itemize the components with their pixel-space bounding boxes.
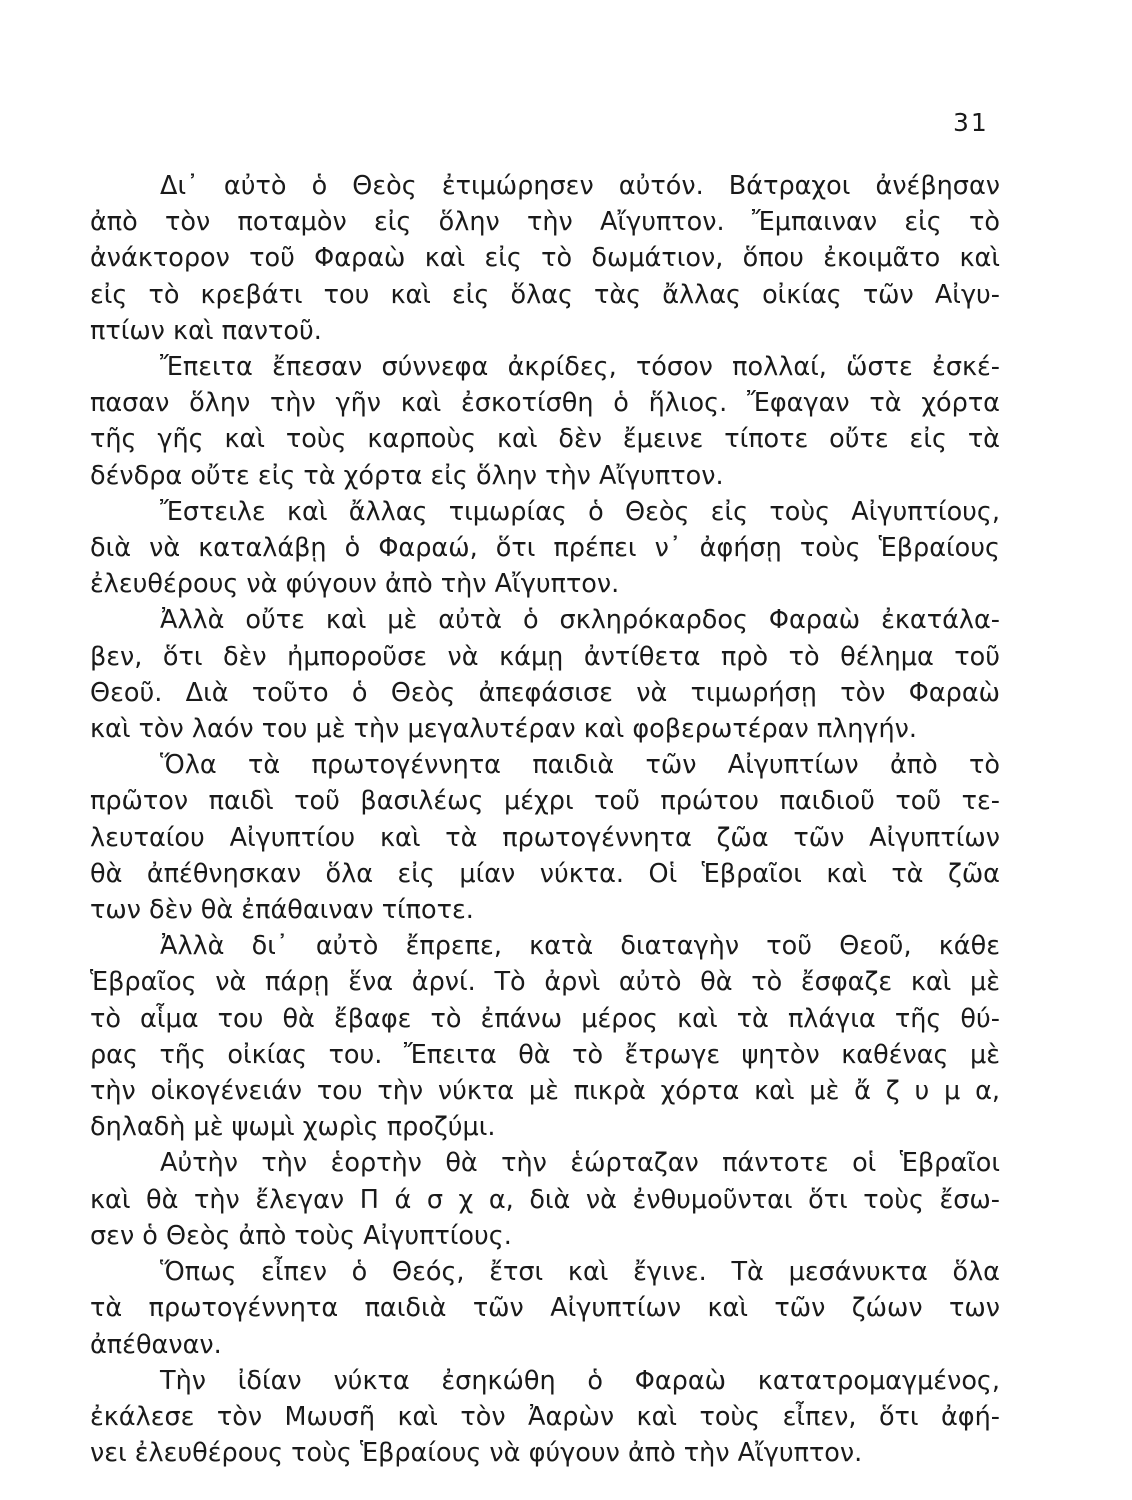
text-line: Ἔστειλε καὶ ἄλλας τιμωρίας ὁ Θεὸς εἰς τοὺς Αἰγυπτίους, [160,496,1000,527]
paragraph [90,494,1000,603]
text-line: ἀπέθαναν. [90,1329,222,1360]
text-line: Ἔπειτα ἔπεσαν σύννεφα ἀκρίδες, τόσον πολλαί, ὥστε ἐσκέ- [160,352,1000,383]
text-line: Ἀλλὰ οὔτε καὶ μὲ αὐτὰ ὁ σκληρόκαρδος Φαραὼ ἐκατάλα- [160,605,1000,636]
text-line: ἀνάκτορον τοῦ Φαραὼ καὶ εἰς τὸ δωμάτιον, ὅπου ἐκοιμᾶτο καὶ [90,243,1000,274]
text-line: Αὐτὴν τὴν ἑορτὴν θὰ τὴν ἑώρταζαν πάντοτε οἱ Ἑβραῖοι [160,1148,1000,1179]
paragraph [90,1363,1000,1472]
text-line: ρας τῆς οἰκίας του. Ἔπειτα θὰ τὸ ἔτρωγε ψητὸν καθένας μὲ [90,1039,1000,1070]
text-line: δένδρα οὔτε εἰς τὰ χόρτα εἰς ὅλην τὴν Αἴγυπτον. [90,460,724,491]
text-line: ἐλευθέρους νὰ φύγουν ἀπὸ τὴν Αἴγυπτον. [90,569,620,600]
text-line: διὰ νὰ καταλάβῃ ὁ Φαραώ, ὅτι πρέπει ν᾽ ἀφήσῃ τοὺς Ἑβραίους [90,533,1000,564]
text-line: των δὲν θὰ ἐπάθαιναν τίποτε. [90,895,474,926]
text-line: Ὅπως εἶπεν ὁ Θεός, ἔτσι καὶ ἔγινε. Τὰ μεσάνυκτα ὅλα [160,1257,1000,1288]
text-line: Θεοῦ. Διὰ τοῦτο ὁ Θεὸς ἀπεφάσισε νὰ τιμωρήσῃ τὸν Φαραὼ [90,677,1000,708]
text-line: Ἑβραῖος νὰ πάρῃ ἕνα ἀρνί. Τὸ ἀρνὶ αὐτὸ θὰ τὸ ἔσφαζε καὶ μὲ [90,967,1000,998]
text-line: τὴν οἰκογένειάν του τὴν νύκτα μὲ πικρὰ χόρτα καὶ μὲ ἄ ζ υ μ α, [90,1076,1000,1107]
text-line: θὰ ἀπέθνησκαν ὅλα εἰς μίαν νύκτα. Οἱ Ἑβραῖοι καὶ τὰ ζῶα [90,858,1000,889]
paragraph [90,1145,1000,1254]
text-line: ἀπὸ τὸν ποταμὸν εἰς ὅλην τὴν Αἴγυπτον. Ἔμπαιναν εἰς τὸ [90,207,1000,238]
paragraph [90,928,1000,1145]
text-line: καὶ τὸν λαόν του μὲ τὴν μεγαλυτέραν καὶ φοβερωτέραν πληγήν. [90,714,918,745]
text-line: τὰ πρωτογέννητα παιδιὰ τῶν Αἰγυπτίων καὶ τῶν ζώων των [90,1293,1000,1324]
text-line: πρῶτον παιδὶ τοῦ βασιλέως μέχρι τοῦ πρώτου παιδιοῦ τοῦ τε- [90,786,1000,817]
text-line: τῆς γῆς καὶ τοὺς καρποὺς καὶ δὲν ἔμεινε τίποτε οὔτε εἰς τὰ [90,424,1000,455]
text-line: πασαν ὅλην τὴν γῆν καὶ ἐσκοτίσθη ὁ ἥλιος. Ἔφαγαν τὰ χόρτα [90,388,1000,419]
text-line: πτίων καὶ παντοῦ. [90,315,322,346]
paragraph [90,747,1000,928]
text-line: εἰς τὸ κρεβάτι του καὶ εἰς ὅλας τὰς ἄλλας οἰκίας τῶν Αἰγυ- [90,279,1000,310]
text-line: Ἀλλὰ δι᾽ αὐτὸ ἔπρεπε, κατὰ διαταγὴν τοῦ Θεοῦ, κάθε [160,931,1000,962]
body-text [90,168,1000,1471]
paragraph [90,1254,1000,1363]
text-line: Ὅλα τὰ πρωτογέννητα παιδιὰ τῶν Αἰγυπτίων ἀπὸ τὸ [160,750,1000,781]
paragraph [90,168,1000,349]
text-line: νει ἐλευθέρους τοὺς Ἑβραίους νὰ φύγουν ἀπὸ τὴν Αἴγυπτον. [90,1438,863,1469]
text-line: δηλαδὴ μὲ ψωμὶ χωρὶς προζύμι. [90,1112,496,1143]
text-line: τὸ αἷμα του θὰ ἔβαφε τὸ ἐπάνω μέρος καὶ τὰ πλάγια τῆς θύ- [90,1003,1000,1034]
page-number: 31 [953,108,989,137]
text-line: ἐκάλεσε τὸν Μωυσῆ καὶ τὸν Ἀαρὼν καὶ τοὺς εἶπεν, ὅτι ἀφή- [90,1401,1000,1432]
text-line: καὶ θὰ τὴν ἔλεγαν Π ά σ χ α, διὰ νὰ ἐνθυμοῦνται ὅτι τοὺς ἔσω- [90,1184,1000,1215]
paragraph [90,349,1000,494]
text-line: βεν, ὅτι δὲν ἠμποροῦσε νὰ κάμῃ ἀντίθετα πρὸ τὸ θέλημα τοῦ [90,641,1000,672]
text-line: σεν ὁ Θεὸς ἀπὸ τοὺς Αἰγυπτίους. [90,1220,512,1251]
paragraph [90,602,1000,747]
text-line: λευταίου Αἰγυπτίου καὶ τὰ πρωτογέννητα ζῶα τῶν Αἰγυπτίων [90,822,1000,853]
text-line: Δι᾽ αὐτὸ ὁ Θεὸς ἐτιμώρησεν αὐτόν. Βάτραχοι ἀνέβησαν [160,171,1000,201]
text-line: Τὴν ἰδίαν νύκτα ἐσηκώθη ὁ Φαραὼ κατατρομαγμένος, [160,1365,1000,1396]
